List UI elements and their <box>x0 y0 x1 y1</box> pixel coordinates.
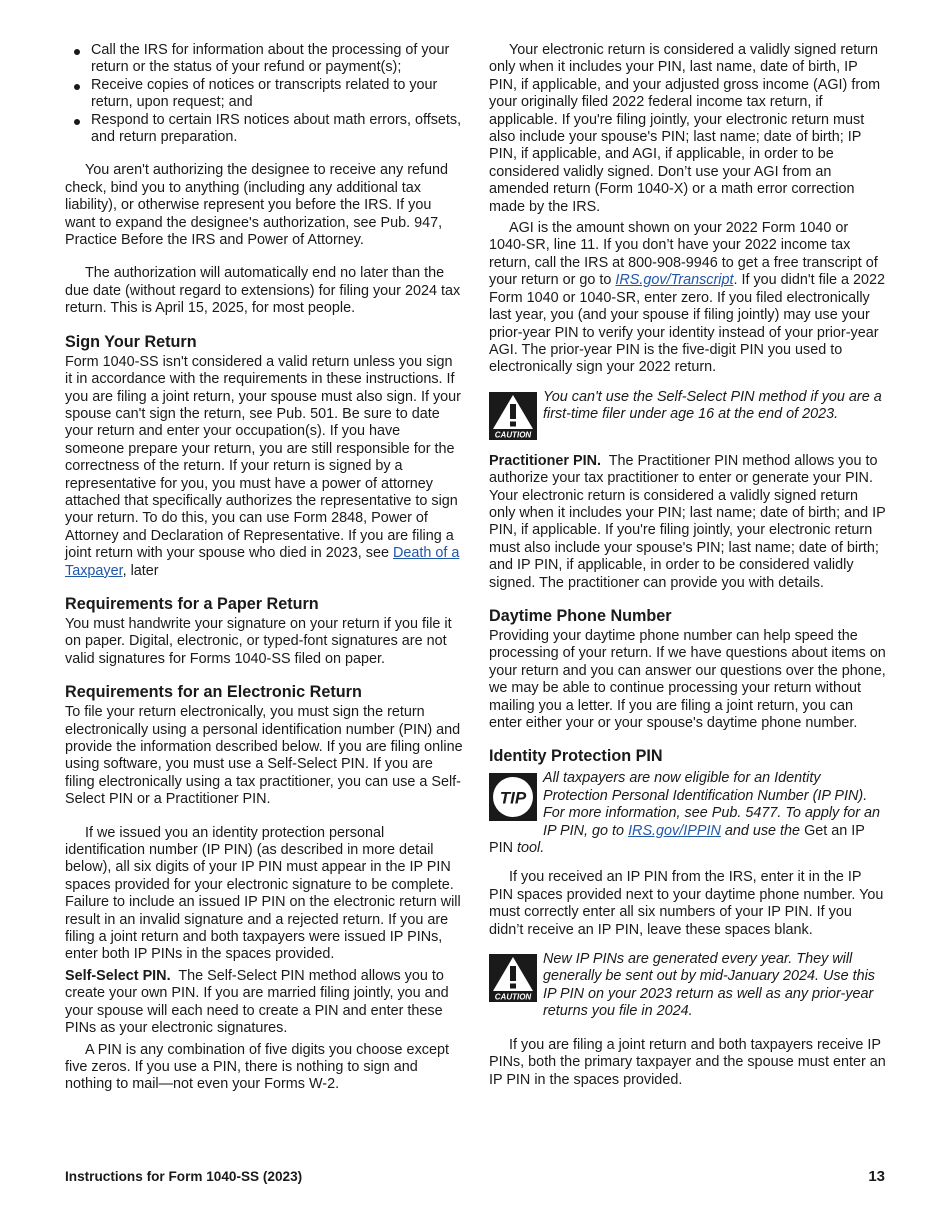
svg-text:CAUTION: CAUTION <box>494 430 532 440</box>
paper-return-heading: Requirements for a Paper Return <box>65 594 319 613</box>
tip-icon <box>489 773 537 821</box>
electronic-return-heading: Requirements for an Electronic Return <box>65 683 362 702</box>
caution-text-2: New IP PINs are generated every year. They will generally be sent out by mid-January 2024. Use this IP PIN on your 2023 return as well as any prior-year returns you file in 2024. <box>543 951 875 1020</box>
practitioner-pin-paragraph: Practitioner PIN. The Practitioner PIN method allows you to authorize your tax practitioner to enter or generate your PIN. Your electronic return is considered a validly signed return only when it includes your PIN; last name; date of birth; and IP PIN, if applicable. If you're filing jointly, your electronic return must also include your spouse's PIN; last name; date of birth; and IP PIN, if applicable, in order to be considered validly signed. The practitioner can provide you with details. <box>489 452 886 591</box>
daytime-phone-paragraph: Providing your daytime phone number can help speed the processing of your return. If we have questions about items on your return and you can answer our questions over the phone, we may be able to continue processing your return without mailing you a letter. If you are filing a joint return, you can enter either your or your spouse's daytime phone number. <box>489 627 886 731</box>
right-column <box>489 42 887 1089</box>
caution-callout-1 <box>489 389 887 441</box>
designee-paragraph: You aren't authorizing the designee to receive any refund check, bind you to anything (including any additional tax liability), or otherwise represent you before the IRS. If you want to expand the designee's authorization, see Pub. 947, Practice Before the IRS and Power of Attorney. <box>65 162 449 249</box>
designee-bullet-list <box>65 42 463 146</box>
sign-your-return-heading: Sign Your Return <box>65 332 197 351</box>
self-select-pin-label: Self-Select PIN. <box>65 967 171 984</box>
list-item: Call the IRS for information about the processing of your return or the status of your refund or payment(s); <box>65 42 463 77</box>
bullet-icon <box>74 84 80 90</box>
irs-ippin-link[interactable]: IRS.gov/IPPIN <box>628 822 721 839</box>
footer-title: Instructions for Form 1040-SS (2023) <box>65 1169 303 1184</box>
paper-return-paragraph: You must handwrite your signature on your return if you file it on paper. Digital, electronic, or typed-font signatures are not valid signatures for Forms 1040-SS filed on paper. <box>65 615 452 667</box>
caution-icon <box>489 954 537 1002</box>
list-item: Respond to certain IRS notices about math errors, offsets, and return preparation. <box>65 112 463 147</box>
identity-protection-heading: Identity Protection PIN <box>489 747 663 766</box>
svg-text:CAUTION: CAUTION <box>494 992 532 1002</box>
tip-callout: TIP All taxpayers are now eligible for an Identity Protection Personal Identification Number (IP PIN). For more information, see Pub. 5477. To apply for an IP PIN, go to IRS.gov/IPPIN and use the Get an IP PIN tool. <box>489 770 881 857</box>
list-item: Receive copies of notices or transcripts related to your return, upon request; and <box>65 77 463 112</box>
ip-pin-paragraph: If we issued you an identity protection personal identification number (IP PIN) (as described in more detail below), all six digits of your IP PIN must appear in the IP PIN spaces provided for your electronic signature to be complete. Failure to include an issued IP PIN on the electronic return will result in an invalid signature and a rejected return. If you are filing a joint return and both taxpayers were issued IP PINs, enter both IP PINs in the spaces provided. <box>65 824 461 963</box>
svg-text:TIP: TIP <box>499 788 527 808</box>
pin-combination-paragraph: A PIN is any combination of five digits you choose except five zeros. If you use a PIN, there is nothing to sign and nothing to mail—not even your Forms W-2. <box>65 1041 449 1093</box>
bullet-icon <box>74 49 80 55</box>
bullet-icon <box>74 119 80 125</box>
caution-text-1: You can't use the Self-Select PIN method if you are a first-time filer under age 16 at the end of 2023. <box>543 388 882 423</box>
agi-paragraph: AGI is the amount shown on your 2022 Form 1040 or 1040-SR, line 11. If you don’t have your 2022 income tax return, call the IRS at 800-908-9946 to get a free transcript of your return or go to IRS.gov/Transcript. If you didn't file a 2022 Form 1040 or 1040-SR, enter zero. If you filed electronically last year, you (and your spouse if filing jointly) may use your prior-year PIN to verify your identity instead of your prior-year AGI. The prior-year PIN is the five-digit PIN you used to electronically sign your 2022 return. <box>489 220 886 376</box>
daytime-phone-heading: Daytime Phone Number <box>489 606 672 625</box>
sign-return-paragraph: Form 1040-SS isn't considered a valid return unless you sign it in accordance with the requirements in these instructions. If you are filing a joint return, your spouse must also sign. If your spouse can't sign the return, see Pub. 501. Be sure to date your return and enter your occupation(s). If you have someone prepare your return, you are still responsible for the correctness of the return. If your return is signed by a representative for you, you must have a power of attorney attached that specifically authorizes the representative to sign your return. To do this, you can use Form 2848, Power of Attorney and Declaration of Representative. If you are filing a joint return with your spouse who died in 2023, see Death of a Taxpayer, later <box>65 353 461 579</box>
practitioner-pin-label: Practitioner PIN. <box>489 452 601 469</box>
joint-ip-pin-paragraph: If you are filing a joint return and both taxpayers receive IP PINs, both the primary taxpayer and the spouse must enter an IP PIN in the spaces provided. <box>489 1036 886 1088</box>
electronic-return-paragraph: To file your return electronically, you must sign the return electronically using a personal identification number (PIN) and provide the information described below. If you are filing online using software, you must use a Self-Select PIN. If you are filing electronically using a tax practitioner, you can use a Self-Select PIN or a Practitioner PIN. <box>65 704 463 808</box>
page-footer <box>65 1168 885 1185</box>
caution-icon <box>489 392 537 440</box>
valid-signature-paragraph: Your electronic return is considered a validly signed return only when it includes your PIN, last name, date of birth, IP PIN, if applicable, and your adjusted gross income (AGI) from your originally filed 2022 federal income tax return, if applicable. If you're filing jointly, your electronic return must also include your spouse's PIN; last name; date of birth; IP PIN, if applicable, and AGI, if applicable, in order to be considered validly signed. Don’t use your AGI from an amended return (Form 1040-X) or a math error correction made by the IRS. <box>489 42 881 215</box>
page-number: 13 <box>868 1168 885 1185</box>
self-select-pin-paragraph: Self-Select PIN. The Self-Select PIN method allows you to create your own PIN. If you are married filing jointly, you and your spouse will each need to create a PIN and enter these PINs as your electronic signatures. <box>65 967 449 1037</box>
death-of-taxpayer-link[interactable]: Death of a Taxpayer <box>65 545 460 579</box>
irs-transcript-link[interactable]: IRS.gov/Transcript <box>615 272 734 289</box>
ip-pin-received-paragraph: If you received an IP PIN from the IRS, enter it in the IP PIN spaces provided next to your daytime phone number. You must correctly enter all six numbers of your IP PIN. If you didn’t receive an IP PIN, leave these spaces blank. <box>489 869 884 938</box>
caution-callout-2 <box>489 951 887 1021</box>
authorization-end-paragraph: The authorization will automatically end no later than the due date (without regard to extensions) for filing your 2024 tax return. This is April 15, 2025, for most people. <box>65 265 461 317</box>
left-column <box>65 42 463 1094</box>
